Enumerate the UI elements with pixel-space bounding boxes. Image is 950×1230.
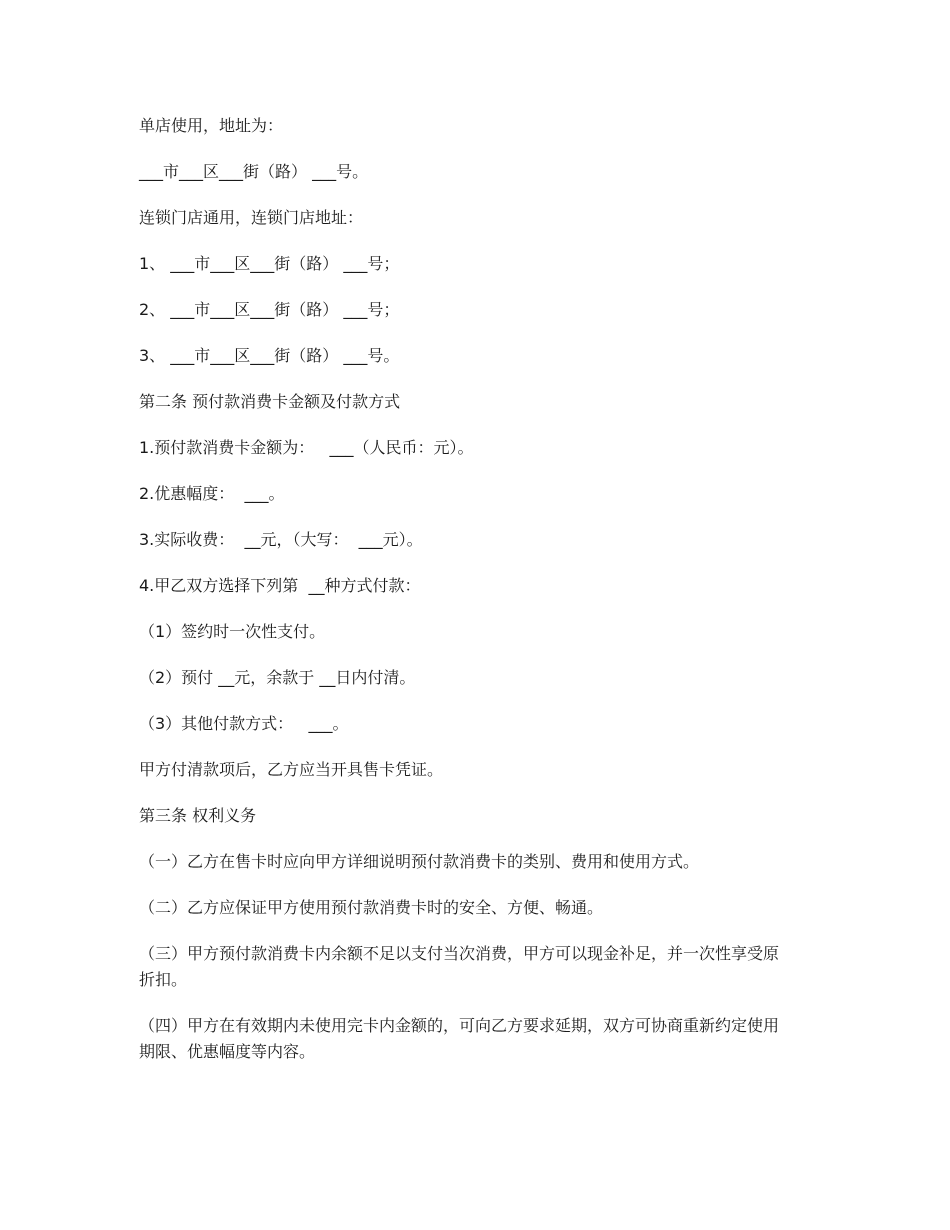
- paragraph-actual-charge: 3.实际收费： __元，（大写： ___元）。: [139, 530, 423, 549]
- paragraph-obligation-4: （四）甲方在有效期内未使用完卡内金额的，可向乙方要求延期，双方可协商重新约定使用期限、优惠幅度等内容。: [139, 1016, 780, 1061]
- paragraph-single-store-address: ___市___区___街（路） ___号。: [139, 162, 369, 181]
- paragraph-card-amount: 1.预付款消费卡金额为： ___（人民币：元）。: [139, 438, 474, 457]
- document-body: [139, 113, 779, 1085]
- paragraph-payment-option-1: （1）签约时一次性支付。: [139, 622, 326, 641]
- paragraph-payment-option-3: （3）其他付款方式： ___。: [139, 714, 349, 733]
- section-heading-article-3: 第三条 权利义务: [139, 806, 257, 825]
- paragraph-single-store: 单店使用，地址为：: [139, 116, 284, 135]
- section-heading-article-2: 第二条 预付款消费卡金额及付款方式: [139, 392, 401, 411]
- paragraph-payment-option-2: （2）预付 __元，余款于 __日内付清。: [139, 668, 416, 687]
- paragraph-chain-store: 连锁门店通用，连锁门店地址：: [139, 208, 364, 227]
- paragraph-discount: 2.优惠幅度： ___。: [139, 484, 285, 503]
- paragraph-chain-address-3: 3、 ___市___区___街（路） ___号。: [139, 346, 400, 365]
- paragraph-obligation-1: （一）乙方在售卡时应向甲方详细说明预付款消费卡的类别、费用和使用方式。: [139, 852, 700, 871]
- paragraph-chain-address-2: 2、 ___市___区___街（路） ___号；: [139, 300, 400, 319]
- paragraph-obligation-3: （三）甲方预付款消费卡内余额不足以支付当次消费，甲方可以现金补足，并一次性享受原折扣。: [139, 944, 780, 989]
- paragraph-obligation-2: （二）乙方应保证甲方使用预付款消费卡时的安全、方便、畅通。: [139, 898, 604, 917]
- paragraph-receipt: 甲方付清款项后，乙方应当开具售卡凭证。: [139, 760, 444, 779]
- paragraph-chain-address-1: 1、 ___市___区___街（路） ___号；: [139, 254, 400, 273]
- paragraph-payment-method: 4.甲乙双方选择下列第 __种方式付款：: [139, 576, 421, 595]
